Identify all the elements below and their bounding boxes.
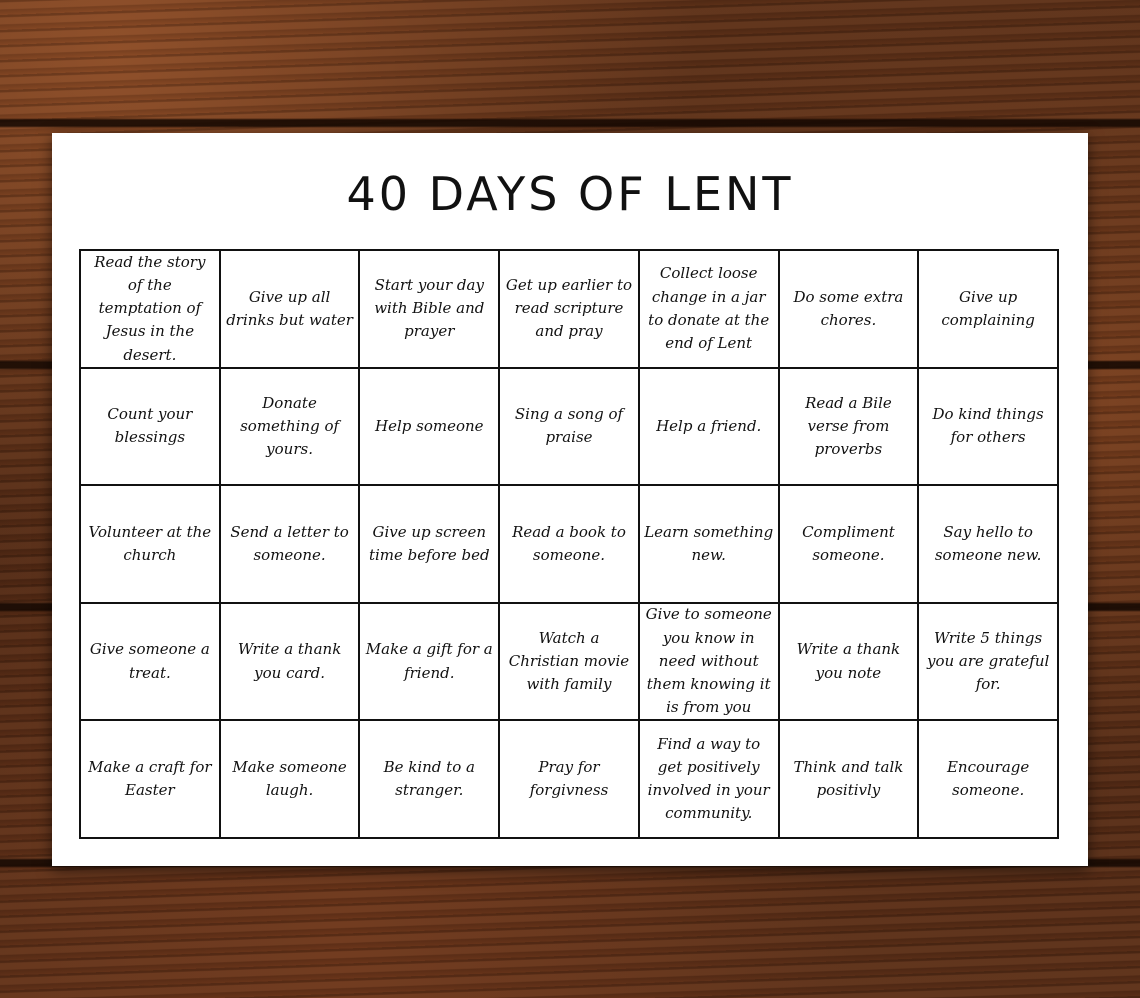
activity-cell: Encourage someone. [919, 721, 1059, 839]
activity-cell: Make a gift for a friend. [360, 604, 500, 722]
activity-grid [79, 249, 1059, 839]
activity-cell: Do kind things for others [919, 369, 1059, 487]
activity-cell: Think and talk positivly [780, 721, 920, 839]
activity-cell: Write 5 things you are grateful for. [919, 604, 1059, 722]
activity-cell: Help a friend. [640, 369, 780, 487]
lent-calendar-sheet [52, 133, 1088, 866]
activity-cell: Give to someone you know in need without them knowing it is from you [640, 604, 780, 722]
activity-cell: Write a thank you card. [221, 604, 361, 722]
activity-cell: Start your day with Bible and prayer [360, 251, 500, 369]
activity-cell: Say hello to someone new. [919, 486, 1059, 604]
activity-cell: Volunteer at the church [81, 486, 221, 604]
activity-cell: Find a way to get positively involved in your community. [640, 721, 780, 839]
activity-cell: Read a book to someone. [500, 486, 640, 604]
activity-cell: Watch a Christian movie with family [500, 604, 640, 722]
activity-cell: Make someone laugh. [221, 721, 361, 839]
activity-cell: Be kind to a stranger. [360, 721, 500, 839]
activity-cell: Do some extra chores. [780, 251, 920, 369]
activity-cell: Compliment someone. [780, 486, 920, 604]
activity-cell: Count your blessings [81, 369, 221, 487]
activity-cell: Read the story of the temptation of Jesus in the desert. [81, 251, 221, 369]
activity-cell: Give someone a treat. [81, 604, 221, 722]
activity-cell: Give up complaining [919, 251, 1059, 369]
activity-cell: Learn something new. [640, 486, 780, 604]
activity-cell: Read a Bile verse from proverbs [780, 369, 920, 487]
page-title: 40 DAYS OF LENT [346, 167, 794, 221]
activity-cell: Give up screen time before bed [360, 486, 500, 604]
activity-cell: Pray for forgivness [500, 721, 640, 839]
activity-cell: Collect loose change in a jar to donate at the end of Lent [640, 251, 780, 369]
activity-cell: Write a thank you note [780, 604, 920, 722]
activity-cell: Help someone [360, 369, 500, 487]
activity-cell: Get up earlier to read scripture and pray [500, 251, 640, 369]
activity-cell: Send a letter to someone. [221, 486, 361, 604]
activity-cell: Sing a song of praise [500, 369, 640, 487]
activity-cell: Make a craft for Easter [81, 721, 221, 839]
activity-cell: Give up all drinks but water [221, 251, 361, 369]
activity-cell: Donate something of yours. [221, 369, 361, 487]
